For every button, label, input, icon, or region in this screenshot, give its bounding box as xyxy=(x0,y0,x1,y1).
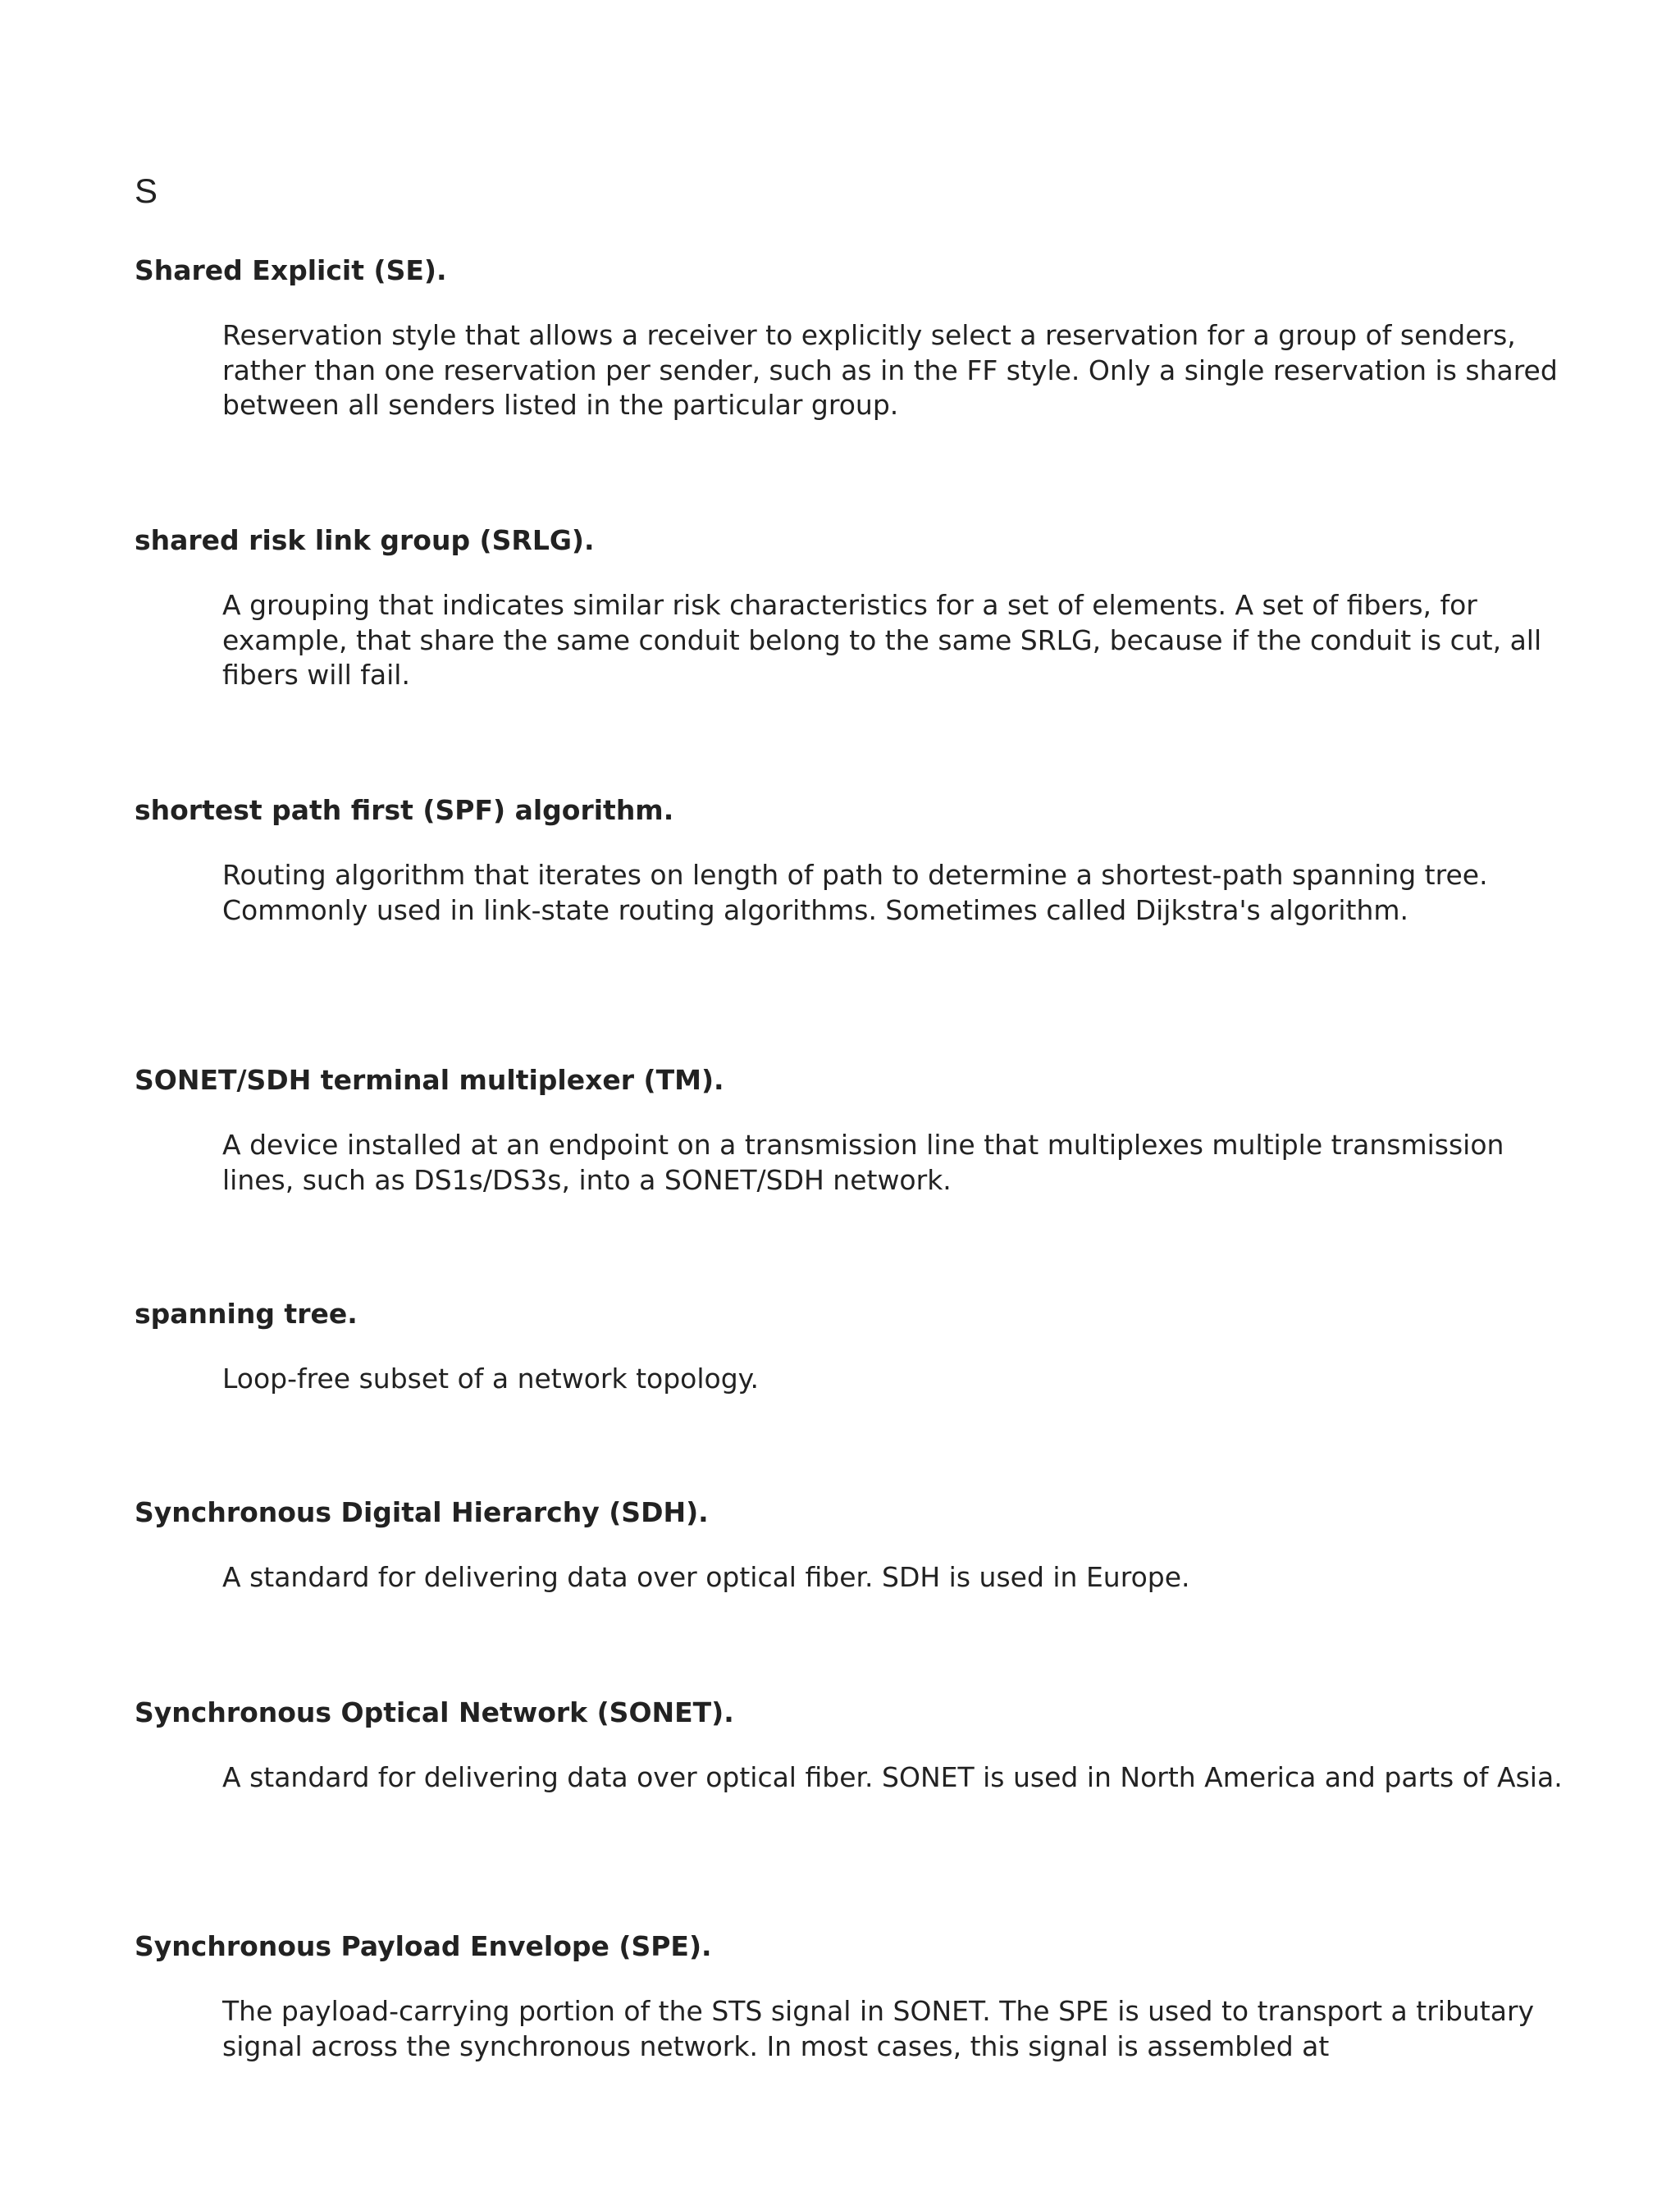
definition-spanning-tree: Loop-free subset of a network topology. xyxy=(222,1363,759,1395)
section-letter-heading: S xyxy=(135,171,158,210)
term-sonet-sdh-tm: SONET/SDH terminal multiplexer (TM). xyxy=(135,1064,724,1096)
term-shared-explicit: Shared Explicit (SE). xyxy=(135,254,447,286)
definition-spe: The payload-carrying portion of the STS signal in SONET. The SPE is used to transport a tributary signal across the synchronous network. In most cases, this signal is assembled at xyxy=(222,1995,1535,2062)
term-spe: Synchronous Payload Envelope (SPE). xyxy=(135,1930,712,1962)
definition-spf-algorithm: Routing algorithm that iterates on length of path to determine a shortest-path spanning tree. Commonly used in link-state routing algorithms. Sometimes called Dijkstra's algorithm. xyxy=(222,859,1488,926)
definition-sdh: A standard for delivering data over optical fiber. SDH is used in Europe. xyxy=(222,1561,1190,1593)
term-srlg: shared risk link group (SRLG). xyxy=(135,524,595,556)
definition-shared-explicit: Reservation style that allows a receiver to explicitly select a reservation for a group of senders, rather than one reservation per sender, such as in the FF style. Only a single reservation is shared between all senders listed in the particular group. xyxy=(222,319,1558,421)
term-sonet: Synchronous Optical Network (SONET). xyxy=(135,1696,734,1728)
definition-srlg: A grouping that indicates similar risk characteristics for a set of elements. A set of fibers, for example, that share the same conduit belong to the same SRLG, because if the conduit is cut, all fibers will fail. xyxy=(222,589,1542,691)
term-sdh: Synchronous Digital Hierarchy (SDH). xyxy=(135,1496,709,1528)
definition-sonet-sdh-tm: A device installed at an endpoint on a transmission line that multiplexes multiple transmission lines, such as DS1s/DS3s, into a SONET/SDH network. xyxy=(222,1129,1504,1196)
definition-sonet: A standard for delivering data over optical fiber. SONET is used in North America and parts of Asia. xyxy=(222,1761,1563,1793)
term-spf-algorithm: shortest path first (SPF) algorithm. xyxy=(135,794,674,826)
term-spanning-tree: spanning tree. xyxy=(135,1298,358,1330)
